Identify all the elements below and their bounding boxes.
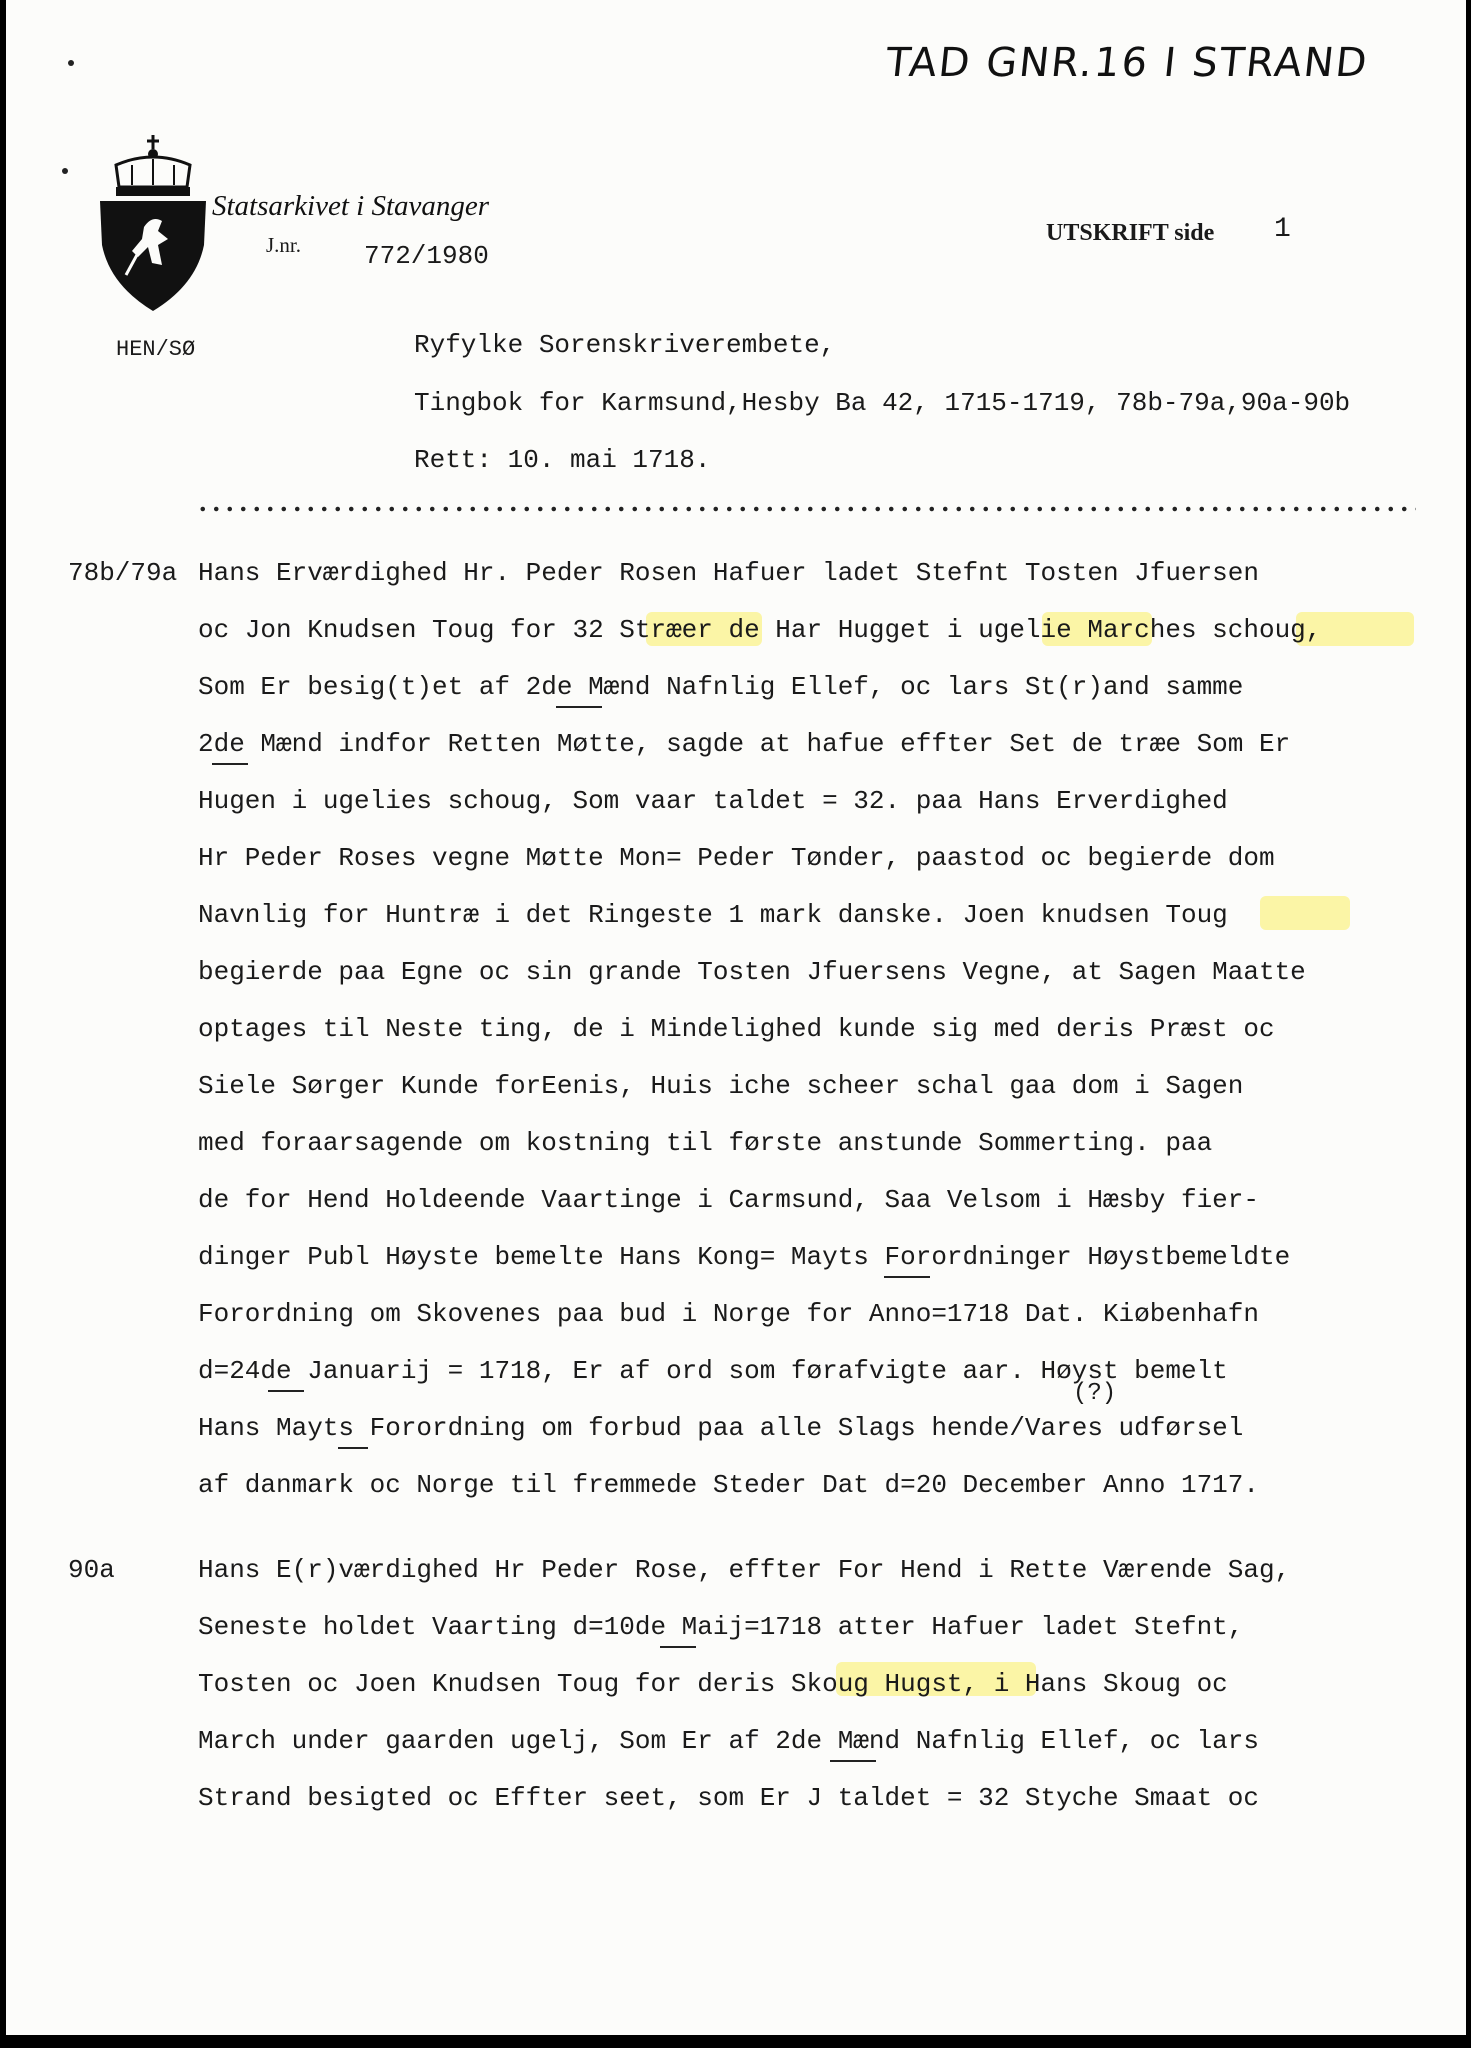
text-line: oc Jon Knudsen Toug for 32 Stræer de Har Hugget i ugelie Marches schoug,: [198, 615, 1322, 645]
page-number: 1: [1274, 214, 1291, 245]
jnr-value: 772/1980: [364, 241, 489, 271]
source-line: Rett: 10. mai 1718.: [414, 445, 711, 475]
underline: [338, 1447, 368, 1449]
text-line: Forordning om Skovenes paa bud i Norge for Anno=1718 Dat. Kiøbenhafn: [198, 1299, 1259, 1329]
underline: [830, 1760, 876, 1762]
text-line: Tosten oc Joen Knudsen Toug for deris Skoug Hugst, i Hans Skoug oc: [198, 1669, 1228, 1699]
text-line: Hans Erværdighed Hr. Peder Rosen Hafuer ladet Stefnt Tosten Jfuersen: [198, 558, 1259, 588]
text-line: Hr Peder Roses vegne Møtte Mon= Peder Tønder, paastod oc begierde dom: [198, 843, 1275, 873]
text-line: Hugen i ugelies schoug, Som vaar taldet = 32. paa Hans Erverdighed: [198, 786, 1228, 816]
underline: [884, 1276, 930, 1278]
entry-reference: 90a: [68, 1555, 115, 1585]
entry-reference: 78b/79a: [68, 558, 178, 588]
text-line: Som Er besig(t)et af 2de Mænd Nafnlig Ellef, oc lars St(r)and samme: [198, 672, 1244, 702]
text-line: af danmark oc Norge til fremmede Steder Dat d=20 December Anno 1717.: [198, 1470, 1259, 1500]
text-line: Strand besigted oc Effter seet, som Er J taldet = 32 Styche Smaat oc: [198, 1783, 1259, 1813]
text-line: dinger Publ Høyste bemelte Hans Kong= Mayts Forordninger Høystbemeldte: [198, 1242, 1291, 1272]
text-line: optages til Neste ting, de i Mindelighed kunde sig med deris Præst oc: [198, 1014, 1275, 1044]
archive-name: Statsarkivet i Stavanger: [212, 190, 490, 222]
initials: HEN/SØ: [116, 337, 196, 362]
underline: [660, 1646, 696, 1648]
dotted-separator: [196, 505, 1416, 513]
text-line: March under gaarden ugelj, Som Er af 2de Mænd Nafnlig Ellef, oc lars: [198, 1726, 1259, 1756]
text-line: begierde paa Egne oc sin grande Tosten Jfuersens Vegne, at Sagen Maatte: [198, 957, 1306, 987]
text-line: Hans Mayts Forordning om forbud paa alle Slags hende/Vares udførsel: [198, 1413, 1244, 1443]
text-line: Navnlig for Huntræ i det Ringeste 1 mark danske. Joen knudsen Toug: [198, 900, 1228, 930]
document-page: [6, 0, 1466, 2035]
source-line: Tingbok for Karmsund,Hesby Ba 42, 1715-1719, 78b-79a,90a-90b: [414, 388, 1351, 418]
norwegian-coat-of-arms-icon: [92, 135, 214, 315]
text-line: med foraarsagende om kostning til første anstunde Sommerting. paa: [198, 1128, 1213, 1158]
underline: [268, 1390, 304, 1392]
uncertain-reading-mark: (?): [1073, 1380, 1117, 1407]
utskrift-label: UTSKRIFT side: [1046, 220, 1215, 246]
text-line: d=24de Januarij = 1718, Er af ord som førafvigte aar. Høyst bemelt: [198, 1356, 1228, 1386]
text-line: 2de Mænd indfor Retten Møtte, sagde at hafue effter Set de træe Som Er: [198, 729, 1291, 759]
underline: [212, 763, 248, 765]
handwritten-note: TAD GNR.16 I STRAND: [883, 40, 1371, 86]
text-line: Seneste holdet Vaarting d=10de Maij=1718 atter Hafuer ladet Stefnt,: [198, 1612, 1244, 1642]
margin-mark: [62, 168, 68, 174]
source-line: Ryfylke Sorenskriverembete,: [414, 330, 836, 360]
text-line: de for Hend Holdeende Vaartinge i Carmsund, Saa Velsom i Hæsby fier-: [198, 1185, 1259, 1215]
underline: [556, 706, 602, 708]
highlight: [1260, 896, 1350, 930]
text-line: Hans E(r)værdighed Hr Peder Rose, effter For Hend i Rette Værende Sag,: [198, 1555, 1291, 1585]
text-line: Siele Sørger Kunde forEenis, Huis iche scheer schal gaa dom i Sagen: [198, 1071, 1244, 1101]
margin-mark: [68, 60, 74, 66]
jnr-label: J.nr.: [266, 233, 302, 257]
